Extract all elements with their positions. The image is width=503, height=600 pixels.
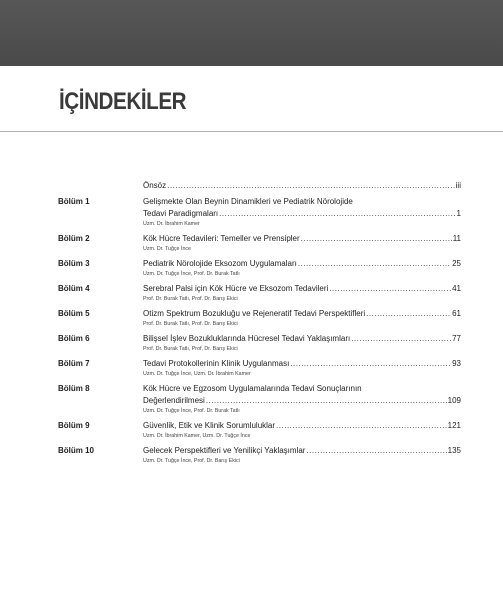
- entry-title-line: [143, 258, 461, 270]
- entry-title: Gelişmekte Olan Beynin Dinamikleri ve Pediatrik Nörolojide: [143, 197, 353, 206]
- dot-leader: [329, 283, 451, 295]
- entry-title-line: [143, 420, 461, 432]
- chapter-authors: Uzm. Dr. Tuğçe İnce, Prof. Dr. Burak Tatlı: [143, 408, 240, 414]
- page-number: 25: [452, 259, 461, 268]
- entry-title: Kök Hücre Tedavileri: Temeller ve Prensipler: [143, 234, 300, 243]
- entry-title: Kök Hücre ve Egzosom Uygulamalarında Tedavi Sonuçlarının: [143, 384, 362, 393]
- dot-leader: [301, 233, 452, 245]
- entry-title: Tedavi Paradigmaları: [143, 209, 219, 218]
- entry-title-line: [143, 358, 461, 370]
- entry-title-line: [143, 333, 461, 345]
- chapter-authors: Uzm. Dr. Tuğçe İnce, Prof. Dr. Burak Tatlı: [143, 271, 240, 277]
- toc-entry: [58, 283, 461, 303]
- table-of-contents: [58, 180, 461, 465]
- toc-entry: [58, 420, 461, 440]
- chapter-authors: Prof. Dr. Burak Tatlı, Prof. Dr. Barış Ekici: [143, 296, 238, 302]
- entry-title: Serebral Palsi için Kök Hücre ve Eksozom Tedavileri: [143, 284, 329, 293]
- toc-entry: [58, 308, 461, 328]
- page-number: 109: [447, 396, 461, 405]
- dot-leader: [366, 308, 451, 320]
- entry-title: Pediatrik Nörolojide Eksozom Uygulamaları: [143, 259, 297, 268]
- page-number: 135: [447, 446, 461, 455]
- chapter-label: Bölüm 7: [58, 359, 90, 368]
- toc-entry: [58, 233, 461, 253]
- dot-leader: [206, 395, 447, 407]
- chapter-list: [58, 196, 461, 465]
- page-title: İÇİNDEKİLER: [59, 88, 187, 115]
- dot-leader: [290, 358, 451, 370]
- entry-title-line: [143, 395, 461, 407]
- entry-title-line: [143, 308, 461, 320]
- chapter-label: Bölüm 5: [58, 309, 90, 318]
- chapter-authors: Uzm. Dr. Tuğçe İnce: [143, 246, 191, 252]
- page-number: 61: [452, 309, 461, 318]
- toc-entry-preface: [58, 180, 461, 192]
- dot-leader: [306, 445, 446, 457]
- page-number: 77: [452, 334, 461, 343]
- entry-title: Tedavi Protokollerinin Klinik Uygulanması: [143, 359, 290, 368]
- toc-entry: [58, 196, 461, 228]
- header-band: [0, 0, 503, 66]
- entry-title-line: [143, 233, 461, 245]
- page-number: 1: [456, 209, 461, 218]
- entry-title-line: [143, 283, 461, 295]
- toc-entry: [58, 445, 461, 465]
- entry-title-line: [143, 208, 461, 220]
- toc-entry: [58, 383, 461, 415]
- title-divider: [0, 131, 503, 132]
- entry-title: Önsöz: [143, 181, 167, 190]
- entry-title: Bilişsel İşlev Bozukluklarında Hücresel Tedavi Yaklaşımları: [143, 334, 351, 343]
- chapter-label: Bölüm 6: [58, 334, 90, 343]
- dot-leader: [167, 180, 455, 192]
- dot-leader: [351, 333, 451, 345]
- chapter-authors: Uzm. Dr. İbrahim Kamer, Uzm. Dr. Tuğçe İnce: [143, 433, 251, 439]
- entry-title: Otizm Spektrum Bozukluğu ve Rejeneratif Tedavi Perspektifleri: [143, 309, 366, 318]
- toc-entry: [58, 358, 461, 378]
- entry-title-line: [143, 180, 461, 192]
- chapter-authors: Uzm. Dr. İbrahim Kamer: [143, 221, 200, 227]
- entry-title-line: [143, 383, 461, 395]
- page-number: 41: [452, 284, 461, 293]
- page-number: iii: [455, 181, 461, 190]
- page-number: 11: [452, 234, 461, 243]
- entry-title-line: [143, 445, 461, 457]
- entry-title: Güvenlik, Etik ve Klinik Sorumluluklar: [143, 421, 276, 430]
- chapter-label: Bölüm 10: [58, 446, 95, 455]
- chapter-label: Bölüm 1: [58, 197, 90, 206]
- chapter-label: Bölüm 8: [58, 384, 90, 393]
- chapter-label: Bölüm 3: [58, 259, 90, 268]
- dot-leader: [298, 258, 451, 270]
- page-number: 121: [447, 421, 461, 430]
- chapter-label: Bölüm 2: [58, 234, 90, 243]
- chapter-authors: Prof. Dr. Burak Tatlı, Prof. Dr. Barış Ekici: [143, 346, 238, 352]
- entry-title-line: [143, 196, 461, 208]
- dot-leader: [276, 420, 447, 432]
- entry-title: Değerlendirilmesi: [143, 396, 205, 405]
- chapter-label: [58, 180, 143, 192]
- dot-leader: [219, 208, 455, 220]
- toc-entry: [58, 258, 461, 278]
- chapter-authors: Prof. Dr. Burak Tatlı, Prof. Dr. Barış Ekici: [143, 321, 238, 327]
- chapter-authors: Uzm. Dr. Tuğçe İnce, Uzm. Dr. İbrahim Kamer: [143, 371, 251, 377]
- toc-entry: [58, 333, 461, 353]
- chapter-authors: Uzm. Dr. Tuğçe İnce, Prof. Dr. Barış Ekici: [143, 458, 240, 464]
- entry-title: Gelecek Perspektifleri ve Yenilikçi Yaklaşımlar: [143, 446, 306, 455]
- chapter-label: Bölüm 9: [58, 421, 90, 430]
- page-number: 93: [452, 359, 461, 368]
- chapter-label: Bölüm 4: [58, 284, 90, 293]
